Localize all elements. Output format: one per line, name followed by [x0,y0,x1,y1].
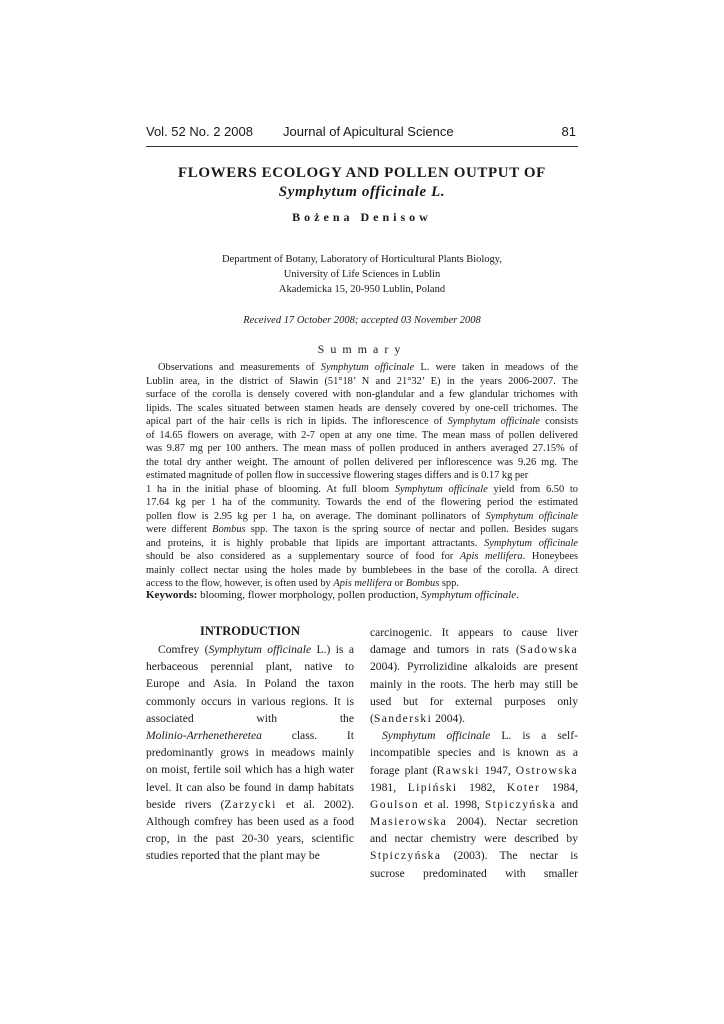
header-rule [146,146,578,147]
paragraph-line: used but for external purposes only [370,694,578,708]
running-header [146,124,578,142]
paragraph-line: sucrose predominated with smaller [370,866,578,880]
keywords-label: Keywords: [146,589,198,601]
paragraph-line: commonly occurs in various regions. It is [146,694,354,708]
abstract-line: 1 ha in the initial phase of blooming. At full bloom Symphytum officinale yield from 6.50 to [146,483,578,495]
paragraph-line: 2004). Pyrrolizidine alkaloids are present [370,660,578,674]
journal-name: Journal of Apicultural Science [283,124,454,139]
paragraph-line: associated with the [146,711,354,725]
paragraph-line: incompatible species and is known as a [370,746,578,760]
title-line-2: Symphytum officinale L. [278,184,446,200]
right-column [370,624,578,882]
paragraph-line: Molinio-Arrhenetheretea class. It [146,728,354,742]
abstract-line: estimated magnitude of pollen flow in successive flowering stages differs and is 0.17 kg per [146,470,529,481]
paragraph-line: studies reported that the plant may be [146,849,320,863]
affiliation-line: Department of Botany, Laboratory of Horticultural Plants Biology, [221,254,503,265]
author-name: Bożena Denisow [292,210,432,224]
affiliation-line: University of Life Sciences in Lublin [283,269,441,280]
abstract-line: apical part of the hair cells is rich in lipids. The inflorescence of Symphytum officinale consists [146,416,578,427]
abstract-line: Lublin area, in the district of Sławin (51°18’ N and 21°32’ E) in the years 2006-2007. The [146,375,578,387]
paragraph-line: Symphytum officinale L. is a self- [382,729,578,743]
keywords-text: blooming, flower morphology, pollen production, Symphytum officinale. [200,589,519,601]
paragraph-line: crop, in the past 20-30 years, scientific [146,832,354,846]
paragraph-line: Comfrey (Symphytum officinale L.) is a [158,643,354,656]
summary-heading: Summary [317,342,407,356]
paragraph-line: Europe and Asia. In Poland the taxon [146,677,354,691]
article-title [146,164,578,202]
abstract-text [146,361,578,591]
left-column-text [146,641,354,864]
keywords [146,589,578,601]
paragraph-line: and nectar chemistry were described by [370,832,578,846]
received-dates: Received 17 October 2008; accepted 03 November 2008 [243,315,481,326]
abstract-line: surface of the corolla is densely covered with non-glandular and a few glandular trichomes with [146,389,578,400]
introduction-heading: INTRODUCTION [199,624,300,638]
title-line-1: FLOWERS ECOLOGY AND POLLEN OUTPUT OF [178,165,546,181]
paragraph-line: Stpiczyńska (2003). The nectar is [370,849,578,863]
abstract-line: of 14.65 flowers on average, with 2-7 open at any one time. The mean mass of pollen delivered [146,429,578,441]
right-column-text [370,624,578,882]
paragraph-line: carcinogenic. It appears to cause liver [370,626,578,639]
page-number: 81 [561,124,576,139]
paragraph-line: damage and tumors in rats (Sadowska [370,643,578,657]
paragraph-line: mainly in the roots. The herb may still be [370,677,578,691]
abstract-line: pollen flow is 2.95 kg per 1 ha, on average. The dominant pollinators of Symphytum officinale [146,510,578,522]
paragraph-line: predominantly grows in meadows mainly [146,746,354,760]
abstract-line: access to the flow, however, is often used by Apis mellifera or Bombus spp. [146,578,459,589]
abstract-line: and proteins, it is highly probable that lipids are important attractants. Symphytum officinale [146,537,578,549]
paragraph-line: (Sanderski 2004). [370,711,466,725]
paragraph-line: Goulson et al. 1998, Stpiczyńska and [370,797,578,811]
abstract-line: were different Bombus spp. The taxon is the spring source of nectar and pollen. Besides sugars [146,524,578,535]
abstract-line: mainly collect nectar using the holes made by bumblebees in the base of the corolla. A direct [146,564,578,576]
volume-info: Vol. 52 No. 2 2008 [146,124,253,139]
affiliation-line: Akademicka 15, 20-950 Lublin, Poland [278,284,446,295]
paragraph-line: level. It can also be found in damp habitats [146,780,354,794]
paragraph-line: herbaceous perennial plant, native to [146,660,354,674]
abstract-line: Observations and measurements of Symphytum officinale L. were taken in meadows of the [158,362,578,373]
abstract-line: should be also considered as a supplementary source of food for Apis mellifera. Honeybees [146,551,578,562]
abstract-line: was 9.87 mg per 100 anthers. The mean mass of pollen produced in anthers averaged 27.15% of [146,443,578,454]
paragraph-line: Although comfrey has been used as a food [146,814,354,828]
paragraph-line: on moist, fertile soil which has a high water [146,763,354,777]
affiliation [146,252,578,297]
abstract-line: lipids. The scales situated between stamen heads are densely covered by one-cell trichomes. The [146,402,578,414]
paragraph-line: beside rivers (Zarzycki et al. 2002). [146,797,354,811]
abstract-line: the total dry anther weight. The amount of pollen delivered per inflorescence was 9.26 mg. The [146,456,578,468]
paragraph-line: forage plant (Rawski 1947, Ostrowska [370,763,578,777]
paragraph-line: 1981, Lipiński 1982, Koter 1984, [370,780,578,794]
paragraph-line: Masierowska 2004). Nectar secretion [370,815,578,829]
abstract-line: 17.64 kg per 1 ha of the community. Towards the end of the flowering period the estimated [146,497,578,508]
left-column [146,622,354,864]
